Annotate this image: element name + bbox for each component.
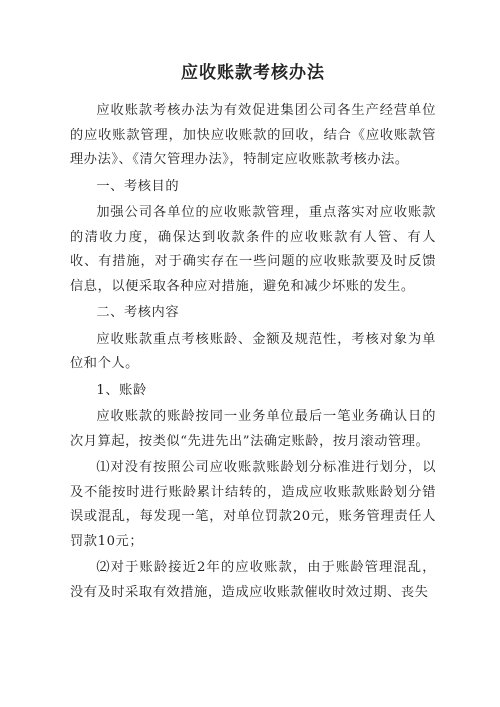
purpose-paragraph: 加强公司各单位的应收账款管理，重点落实对应收账款的清收力度，确保达到收款条件的应收账款有人管、有人收、有措施，对于确实存在一些问题的应收账款要及时反馈信息，以便采取各种应对措施，避免和减少坏账的发生。: [70, 205, 436, 294]
document-title: 应收账款考核办法: [181, 63, 325, 83]
aging-item-1: ⑴对没有按照公司应收账款账龄划分标准进行划分，以及不能按时进行账龄累计结转的，造成应收账款账龄划分错误或混乱，每发现一笔，对单位罚款20元，账务管理责任人罚款10元；: [70, 460, 436, 549]
subsection-heading-aging: 1、账龄: [96, 382, 147, 398]
aging-item-2: ⑵对于账龄接近2年的应收账款，由于账龄管理混乱，没有及时采取有效措施，造成应收账款催收时效过期、丧失: [70, 560, 436, 600]
section-heading-purpose: 一、考核目的: [96, 178, 180, 194]
content-paragraph: 应收账款重点考核账龄、金额及规范性，考核对象为单位和个人。: [70, 331, 436, 371]
aging-paragraph: 应收账款的账龄按同一业务单位最后一笔业务确认日的次月算起，按类似“先进先出”法确定账龄，按月滚动管理。: [70, 409, 436, 449]
section-heading-content: 二、考核内容: [96, 305, 180, 320]
intro-paragraph: 应收账款考核办法为有效促进集团公司各生产经营单位的应收账款管理，加快应收账款的回收，结合《应收账款管理办法》、《清欠管理办法》，特制定应收账款考核办法。: [70, 103, 436, 167]
